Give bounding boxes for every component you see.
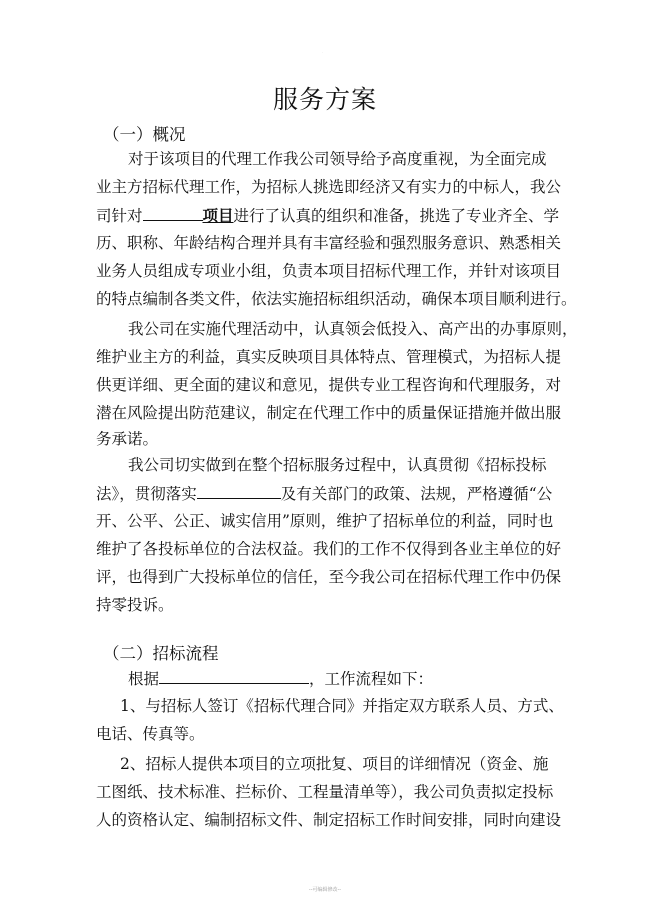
blank-field xyxy=(159,667,309,684)
paragraph-line: 潜在风险提出防范建议，制定在代理工作中的质量保证措施并做出服 xyxy=(96,404,562,422)
page-footer: --可编辑修改-- xyxy=(308,887,342,893)
paragraph-line xyxy=(96,482,552,505)
line-prefix: 根据 xyxy=(128,670,160,688)
paragraph-line: 工图纸、技术标准、拦标价、工程量清单等），我公司负责拟定投标 xyxy=(96,783,554,801)
paragraph-line xyxy=(128,667,433,690)
line-prefix: 法》，贯彻落实 xyxy=(96,485,197,503)
paragraph-line: 我公司在实施代理活动中，认真领会低投入、高产出的办事原则， xyxy=(128,320,578,338)
paragraph-line: 业主方招标代理工作，为招标人挑选即经济又有实力的中标人，我公 xyxy=(96,178,562,196)
paragraph-line: 2、招标人提供本项目的立项批复、项目的详细情况（资金、施 xyxy=(120,755,549,773)
paragraph-line: 历、职称、年龄结构合理并具有丰富经验和强烈服务意识、熟悉相关 xyxy=(96,234,562,252)
line-rest: 及有关部门的政策、法规，严格遵循“公 xyxy=(280,485,553,503)
line-prefix: 司针对 xyxy=(96,207,143,225)
line-rest: ，工作流程如下： xyxy=(309,670,434,688)
paragraph-line: 的特点编制各类文件，依法实施招标组织活动，确保本项目顺利进行。 xyxy=(96,290,577,308)
paragraph-line: 持零投诉。 xyxy=(96,596,174,614)
paragraph-line xyxy=(96,204,559,227)
paragraph-line: 维护了各投标单位的合法权益。我们的工作不仅得到各业主单位的好 xyxy=(96,540,562,558)
paragraph-line: 我公司切实做到在整个招标服务过程中，认真贯彻《招标投标 xyxy=(128,456,547,474)
paragraph-line: 人的资格认定、编制招标文件、制定招标工作时间安排，同时向建设 xyxy=(96,811,562,829)
paragraph-line: 对于该项目的代理工作我公司领导给予高度重视，为全面完成 xyxy=(128,150,547,168)
page-title: 服务方案 xyxy=(272,85,377,114)
paragraph-line: 务承诺。 xyxy=(96,430,159,448)
project-label: 项目 xyxy=(202,206,234,225)
blank-field xyxy=(197,482,281,499)
paragraph-line: 供更详细、更全面的建议和意见，提供专业工程咨询和代理服务，对 xyxy=(96,376,562,394)
section1-heading: （一）概况 xyxy=(103,125,186,144)
header-mark: · xyxy=(322,50,324,55)
section2-heading: （二）招标流程 xyxy=(103,644,219,663)
paragraph-line: 评，也得到广大投标单位的信任，至今我公司在招标代理工作中仍保 xyxy=(96,568,562,586)
blank-field xyxy=(143,204,203,221)
paragraph-line: 开、公平、公正、诚实信用”原则，维护了招标单位的利益，同时也 xyxy=(96,512,554,530)
paragraph-line: 1、与招标人签订《招标代理合同》并指定双方联系人员、方式、 xyxy=(120,697,564,715)
paragraph-line: 维护业主方的利益，真实反映项目具体特点、管理模式，为招标人提 xyxy=(96,348,562,366)
paragraph-line: 电话、传真等。 xyxy=(96,725,205,743)
line-rest: 进行了认真的组织和准备，挑选了专业齐全、学 xyxy=(233,207,560,225)
paragraph-line: 业务人员组成专项业小组，负责本项目招标代理工作，并针对该项目 xyxy=(96,262,562,280)
